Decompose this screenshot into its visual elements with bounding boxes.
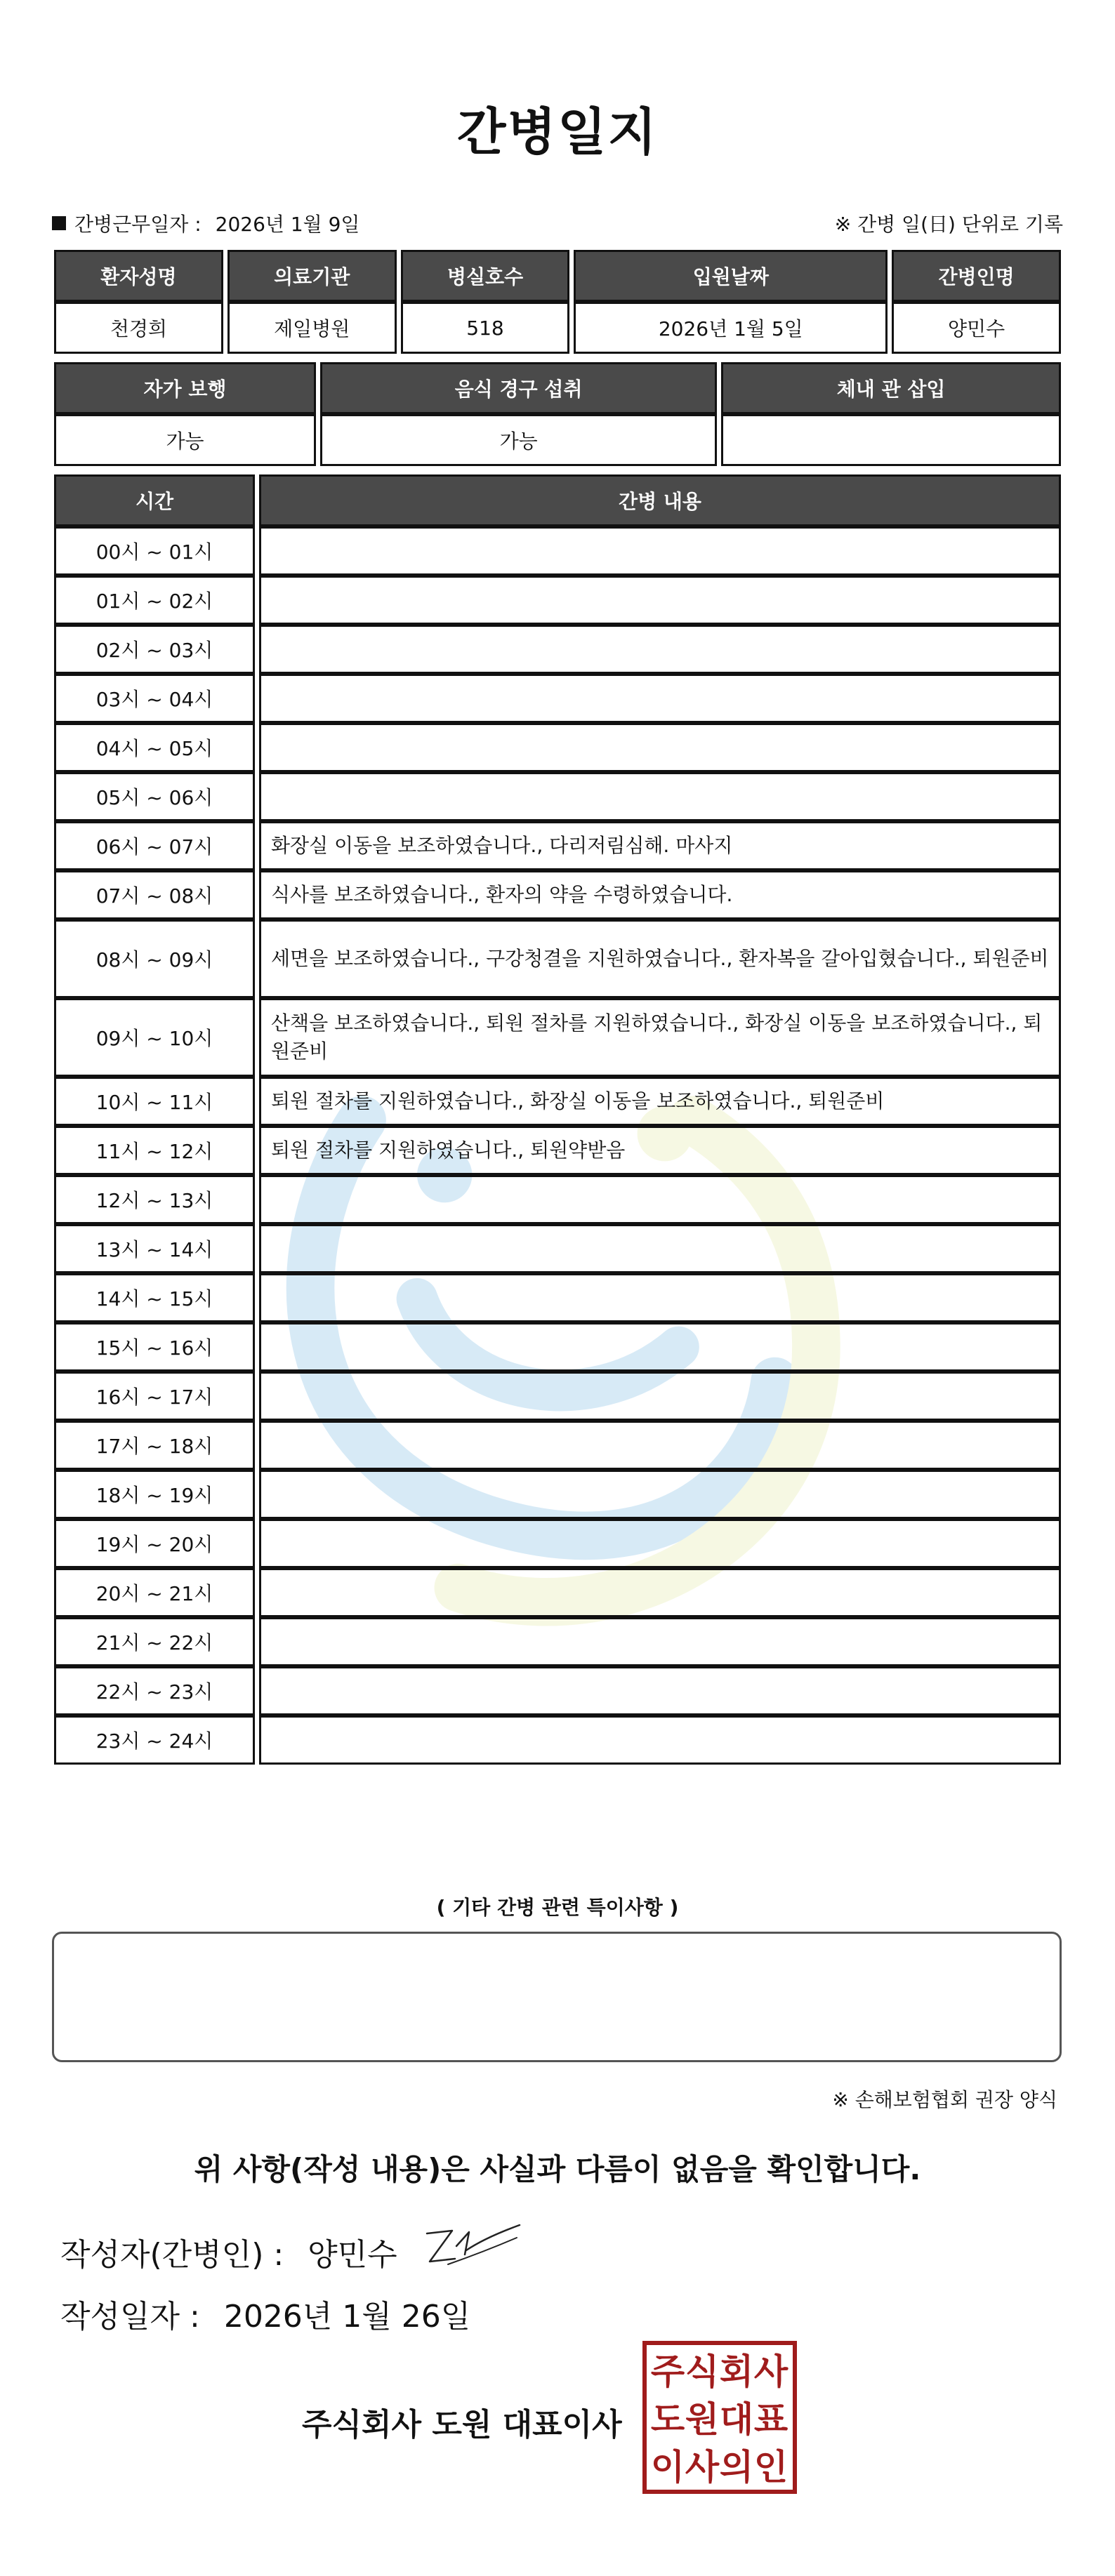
content-cell (259, 1421, 1061, 1470)
caregiver-name: 양민수 (892, 302, 1061, 354)
time-cell: 16시 ~ 17시 (54, 1372, 255, 1421)
svg-text:주: 주 (650, 2351, 685, 2392)
content-cell (259, 1372, 1061, 1421)
page-title: 간병일지 (456, 102, 659, 161)
time-cell: 18시 ~ 19시 (54, 1470, 255, 1519)
content-cell (259, 1666, 1061, 1715)
time-cell: 04시 ~ 05시 (54, 723, 255, 772)
content-cell (259, 1224, 1061, 1273)
time-cell: 15시 ~ 16시 (54, 1322, 255, 1372)
written-date-value: 2026년 1월 26일 (223, 2299, 471, 2335)
time-cell: 17시 ~ 18시 (54, 1421, 255, 1470)
content-cell (259, 1175, 1061, 1224)
unit-note: ※ 간병 일(日) 단위로 기록 (834, 213, 1063, 236)
content-cell: 식사를 보조하였습니다., 환자의 약을 수령하였습니다. (259, 870, 1061, 919)
svg-text:도: 도 (650, 2399, 685, 2440)
table-row (54, 870, 1061, 919)
self-walking-value: 가능 (54, 414, 316, 466)
time-cell: 19시 ~ 20시 (54, 1519, 255, 1568)
svg-text:식: 식 (685, 2351, 720, 2392)
special-notes-title: ( 기타 간병 관련 특이사항 ) (436, 1896, 679, 1919)
header-caregiver-name: 간병인명 (892, 250, 1061, 302)
patient-status-table (50, 362, 1065, 466)
table-row (54, 1715, 1061, 1765)
content-cell (259, 1273, 1061, 1322)
content-cell (259, 526, 1061, 576)
tube-insertion-value (721, 414, 1061, 466)
time-cell: 01시 ~ 02시 (54, 576, 255, 625)
header-tube-insertion: 체내 관 삽입 (721, 362, 1061, 414)
company-name: 주식회사 도원 대표이사 (302, 2407, 622, 2443)
table-row (54, 919, 1061, 998)
content-cell (259, 1322, 1061, 1372)
content-cell (259, 772, 1061, 821)
meta-row (52, 209, 1063, 237)
svg-text:사: 사 (753, 2351, 789, 2392)
header-oral-intake: 음식 경구 섭취 (320, 362, 717, 414)
content-cell (259, 1568, 1061, 1617)
table-row (54, 1175, 1061, 1224)
svg-text:대: 대 (719, 2399, 754, 2440)
header-hospital: 의료기관 (227, 250, 397, 302)
header-patient-name: 환자성명 (54, 250, 223, 302)
svg-text:원: 원 (685, 2399, 720, 2440)
content-cell (259, 723, 1061, 772)
table-row (54, 1372, 1061, 1421)
care-log-table (50, 474, 1065, 1765)
form-recommendation-note: ※ 손해보험협회 권장 양식 (832, 2088, 1057, 2111)
table-row (54, 1666, 1061, 1715)
content-cell (259, 625, 1061, 674)
table-row (54, 821, 1061, 870)
svg-text:의: 의 (719, 2447, 754, 2488)
time-cell: 03시 ~ 04시 (54, 674, 255, 723)
content-cell: 퇴원 절차를 지원하였습니다., 화장실 이동을 보조하였습니다., 퇴원준비 (259, 1077, 1061, 1126)
table-row (54, 1568, 1061, 1617)
svg-text:인: 인 (753, 2447, 789, 2488)
table-row (54, 576, 1061, 625)
work-date-label: 간병근무일자 : (74, 213, 202, 236)
time-cell: 22시 ~ 23시 (54, 1666, 255, 1715)
table-row (54, 1273, 1061, 1322)
work-date-value: 2026년 1월 9일 (215, 213, 360, 236)
time-cell: 11시 ~ 12시 (54, 1126, 255, 1175)
writer-row (60, 2229, 397, 2274)
header-time: 시간 (54, 474, 255, 526)
table-row (54, 998, 1061, 1077)
written-date-row (60, 2291, 470, 2336)
svg-text:회: 회 (719, 2351, 754, 2392)
time-cell: 02시 ~ 03시 (54, 625, 255, 674)
handwritten-signature (420, 2218, 525, 2270)
header-room-number: 병실호수 (401, 250, 570, 302)
confirmation-statement: 위 사항(작성 내용)은 사실과 다름이 없음을 확인합니다. (194, 2152, 921, 2186)
header-self-walking: 자가 보행 (54, 362, 316, 414)
time-cell: 06시 ~ 07시 (54, 821, 255, 870)
special-notes-box (52, 1932, 1062, 2062)
content-cell (259, 1715, 1061, 1765)
patient-name: 천경희 (54, 302, 223, 354)
room-number: 518 (401, 302, 570, 354)
time-cell: 09시 ~ 10시 (54, 998, 255, 1077)
time-cell: 00시 ~ 01시 (54, 526, 255, 576)
time-cell: 05시 ~ 06시 (54, 772, 255, 821)
bullet-square-icon (52, 216, 66, 230)
content-cell (259, 1519, 1061, 1568)
content-cell (259, 674, 1061, 723)
hospital-name: 제일병원 (227, 302, 397, 354)
time-cell: 07시 ~ 08시 (54, 870, 255, 919)
company-seal-stamp (642, 2340, 798, 2495)
header-admission-date: 입원날짜 (574, 250, 888, 302)
writer-label: 작성자(간병인) : (60, 2237, 284, 2273)
table-row (54, 1126, 1061, 1175)
writer-name: 양민수 (308, 2237, 397, 2273)
time-cell: 10시 ~ 11시 (54, 1077, 255, 1126)
table-row (54, 625, 1061, 674)
content-cell (259, 1617, 1061, 1666)
time-cell: 23시 ~ 24시 (54, 1715, 255, 1765)
content-cell (259, 1470, 1061, 1519)
time-cell: 21시 ~ 22시 (54, 1617, 255, 1666)
table-row (54, 674, 1061, 723)
table-row (54, 1224, 1061, 1273)
table-row (54, 1617, 1061, 1666)
table-row (54, 772, 1061, 821)
table-row (54, 1519, 1061, 1568)
time-cell: 08시 ~ 09시 (54, 919, 255, 998)
content-cell (259, 576, 1061, 625)
svg-text:사: 사 (685, 2447, 720, 2488)
time-cell: 13시 ~ 14시 (54, 1224, 255, 1273)
content-cell: 화장실 이동을 보조하였습니다., 다리저림심해. 마사지 (259, 821, 1061, 870)
table-row (54, 723, 1061, 772)
admission-date: 2026년 1월 5일 (574, 302, 888, 354)
svg-text:표: 표 (753, 2399, 789, 2440)
content-cell: 퇴원 절차를 지원하였습니다., 퇴원약받음 (259, 1126, 1061, 1175)
svg-text:이: 이 (650, 2447, 685, 2488)
written-date-label: 작성일자 : (60, 2299, 200, 2335)
table-row (54, 1421, 1061, 1470)
patient-info-table (50, 250, 1065, 354)
table-row (54, 1322, 1061, 1372)
table-row (54, 1077, 1061, 1126)
content-cell: 산책을 보조하였습니다., 퇴원 절차를 지원하였습니다., 화장실 이동을 보조하였습니다., 퇴원준비 (259, 998, 1061, 1077)
header-care-content: 간병 내용 (259, 474, 1061, 526)
content-cell: 세면을 보조하였습니다., 구강청결을 지원하였습니다., 환자복을 갈아입혔습니다., 퇴원준비 (259, 919, 1061, 998)
time-cell: 14시 ~ 15시 (54, 1273, 255, 1322)
time-cell: 12시 ~ 13시 (54, 1175, 255, 1224)
table-row (54, 1470, 1061, 1519)
table-row (54, 526, 1061, 576)
time-cell: 20시 ~ 21시 (54, 1568, 255, 1617)
oral-intake-value: 가능 (320, 414, 717, 466)
